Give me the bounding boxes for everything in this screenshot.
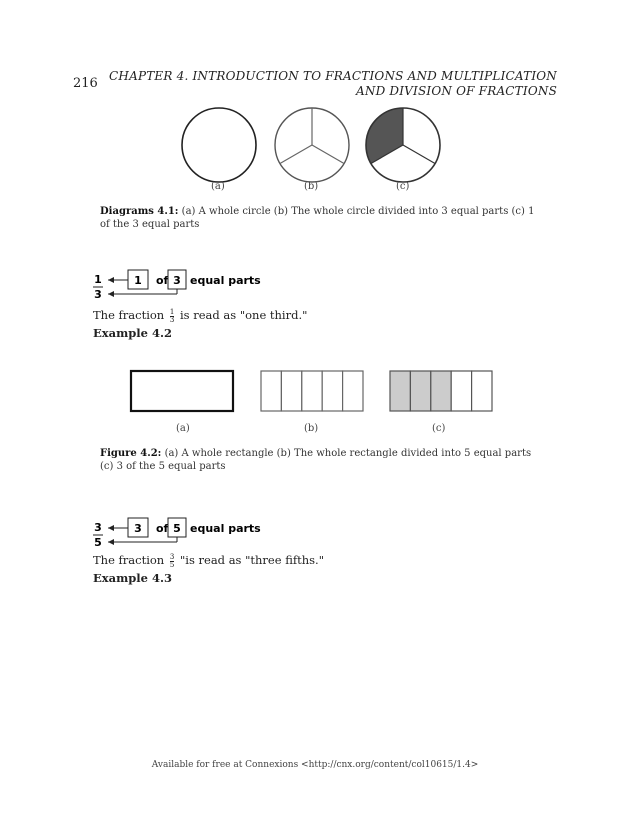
whole-rectangle bbox=[131, 371, 233, 411]
shaded-rectangle bbox=[390, 371, 492, 411]
page-number: 216 bbox=[73, 76, 98, 91]
rectangle-part bbox=[451, 371, 471, 411]
shaded-part bbox=[431, 371, 451, 411]
numerator-box-text: 3 bbox=[134, 522, 142, 535]
inline-fraction bbox=[170, 554, 174, 569]
rectangle-part bbox=[472, 371, 492, 411]
chapter-header-line1: CHAPTER 4. INTRODUCTION TO FRACTIONS AND MULTIPLICATION bbox=[109, 69, 557, 83]
page-footer: Available for free at Connexions <http://cnx.org/content/col10615/1.4> bbox=[151, 760, 479, 770]
diagrams-caption-label: Diagrams 4.1: bbox=[100, 206, 179, 217]
denominator-box-text: 3 bbox=[173, 274, 181, 287]
chapter-header bbox=[109, 69, 557, 99]
rectangle-diagrams bbox=[125, 365, 505, 421]
figure-caption bbox=[100, 447, 540, 473]
numerator-box-text: 1 bbox=[134, 274, 142, 287]
shaded-part bbox=[410, 371, 430, 411]
divided-circle bbox=[275, 108, 349, 182]
of-label: of bbox=[156, 274, 169, 287]
inline-denominator: 3 bbox=[169, 315, 175, 324]
shaded-part bbox=[390, 371, 410, 411]
example-4-3-heading: Example 4.3 bbox=[93, 571, 172, 585]
equal-parts-label: equal parts bbox=[190, 522, 261, 535]
chapter-header-line2: AND DIVISION OF FRACTIONS bbox=[356, 84, 557, 98]
rectangle-part bbox=[343, 371, 363, 411]
inline-denominator: 5 bbox=[169, 560, 175, 569]
diagram-label-a: (a) bbox=[211, 181, 225, 192]
diagram-label-b: (b) bbox=[304, 181, 319, 192]
one-third-diagram bbox=[92, 265, 272, 303]
numerator: 3 bbox=[94, 521, 102, 534]
inline-numerator: 3 bbox=[169, 552, 175, 561]
diagrams-caption-text: (a) A whole circle (b) The whole circle divided into 3 equal parts (c) 1 of the 3 equal parts bbox=[100, 206, 535, 230]
three-fifths-sentence bbox=[93, 553, 324, 569]
figure-label-c: (c) bbox=[432, 423, 446, 434]
equal-parts-label: equal parts bbox=[190, 274, 261, 287]
figure-label-b: (b) bbox=[304, 423, 319, 434]
numerator: 1 bbox=[94, 273, 102, 286]
rectangle-part bbox=[281, 371, 301, 411]
denominator: 3 bbox=[94, 288, 102, 301]
inline-fraction bbox=[170, 309, 174, 324]
denominator-box-text: 5 bbox=[173, 522, 181, 535]
sentence-end: is read as "one third." bbox=[180, 308, 308, 322]
shaded-circle bbox=[366, 108, 440, 182]
sentence-end: "is read as "three fifths." bbox=[180, 553, 324, 567]
one-third-sentence bbox=[93, 308, 307, 324]
figure-caption-label: Figure 4.2: bbox=[100, 448, 162, 459]
three-fifths-diagram bbox=[92, 513, 272, 551]
denominator: 5 bbox=[94, 536, 102, 549]
example-4-2-heading: Example 4.2 bbox=[93, 326, 172, 340]
diagram-label-c: (c) bbox=[396, 181, 410, 192]
divided-rectangle bbox=[261, 371, 363, 411]
whole-circle bbox=[182, 108, 256, 182]
sentence-start: The fraction bbox=[93, 308, 165, 322]
diagrams-caption bbox=[100, 205, 540, 231]
inline-numerator: 1 bbox=[169, 307, 175, 316]
rectangle-part bbox=[261, 371, 281, 411]
sentence-start: The fraction bbox=[93, 553, 165, 567]
rectangle-part bbox=[302, 371, 322, 411]
figure-caption-text: (a) A whole rectangle (b) The whole rectangle divided into 5 equal parts (c) 3 of the 5 equal parts bbox=[100, 448, 532, 472]
rectangle-part bbox=[322, 371, 342, 411]
of-label: of bbox=[156, 522, 169, 535]
figure-label-a: (a) bbox=[176, 423, 190, 434]
